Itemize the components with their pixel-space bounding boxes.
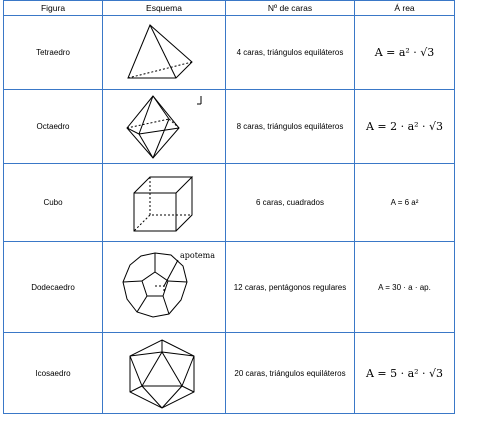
- area-formula: A = 2 · a² · √3: [355, 90, 455, 164]
- area-formula: A = 5 · a² · √3: [355, 333, 455, 414]
- faces-text: 4 caras, triángulos equiláteros: [226, 16, 355, 90]
- faces-text: 20 caras, triángulos equiláteros: [226, 333, 355, 414]
- figure-name: Octaedro: [4, 90, 103, 164]
- figure-name: Icosaedro: [4, 333, 103, 414]
- table-row: [4, 242, 455, 333]
- schema-cell: [103, 16, 226, 90]
- figure-name: Cubo: [4, 164, 103, 242]
- header-figura: Figura: [4, 1, 103, 16]
- header-row: [4, 1, 455, 16]
- polyhedra-table: [3, 0, 455, 414]
- table-row: [4, 90, 455, 164]
- schema-cell: [103, 333, 226, 414]
- cube-icon: [124, 169, 204, 237]
- table-row: [4, 164, 455, 242]
- figure-name: Tetraedro: [4, 16, 103, 90]
- octahedron-icon: [109, 92, 219, 162]
- header-caras: Nº de caras: [226, 1, 355, 16]
- figure-name: Dodecaedro: [4, 242, 103, 333]
- table-row: [4, 333, 455, 414]
- faces-text: 12 caras, pentágonos regulares: [226, 242, 355, 333]
- tetrahedron-icon: [114, 20, 214, 86]
- schema-cell: [103, 164, 226, 242]
- table-row: [4, 16, 455, 90]
- area-formula: A = a² · √3: [355, 16, 455, 90]
- header-area: Á rea: [355, 1, 455, 16]
- area-formula: A = 30 · a · ap.: [355, 242, 455, 333]
- faces-text: 6 caras, cuadrados: [226, 164, 355, 242]
- apotema-label: apotema: [180, 251, 216, 260]
- schema-cell: [103, 90, 226, 164]
- dodecahedron-icon: [104, 244, 224, 330]
- header-esquema: Esquema: [103, 1, 226, 16]
- icosahedron-icon: [114, 336, 214, 410]
- area-formula: A = 6 a²: [355, 164, 455, 242]
- schema-cell: [103, 242, 226, 333]
- faces-text: 8 caras, triángulos equiláteros: [226, 90, 355, 164]
